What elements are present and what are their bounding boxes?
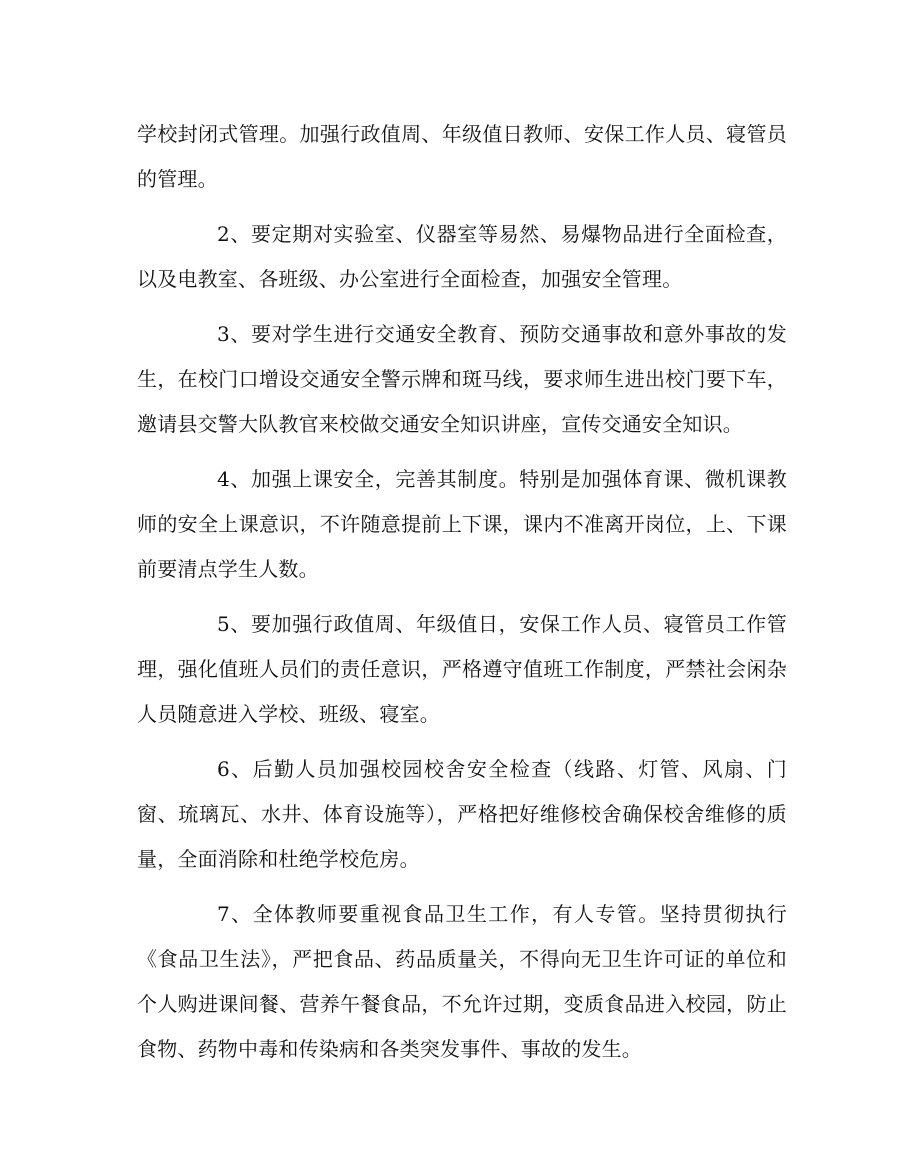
paragraph-item-3: 3、要对学生进行交通安全教育、预防交通事故和意外事故的发生，在校门口增设交通安全警示牌和斑马线，要求师生进出校门要下车，邀请县交警大队教官来校做交通安全知识讲座，宣传交通安全知识。 (137, 322, 787, 436)
paragraph-item-7: 7、全体教师要重视食品卫生工作，有人专管。坚持贯彻执行《食品卫生法》，严把食品、药品质量关，不得向无卫生许可证的单位和个人购进课间餐、营养午餐食品，不允许过期，变质食品进入校园，防止食物、药物中毒和传染病和各类突发事件、事故的发生。 (137, 902, 787, 1061)
paragraph-item-2: 2、要定期对实验室、仪器室等易然、易爆物品进行全面检查，以及电教室、各班级、办公室进行全面检查，加强安全管理。 (137, 222, 787, 291)
paragraph-continuation: 学校封闭式管理。加强行政值周、年级值日教师、安保工作人员、寝管员的管理。 (137, 122, 787, 191)
paragraph-item-5: 5、要加强行政值周、年级值日，安保工作人员、寝管员工作管理，强化值班人员们的责任意识，严格遵守值班工作制度，严禁社会闲杂人员随意进入学校、班级、寝室。 (137, 612, 787, 726)
paragraph-item-4: 4、加强上课安全，完善其制度。特别是加强体育课、微机课教师的安全上课意识，不许随意提前上下课，课内不准离开岗位，上、下课前要清点学生人数。 (137, 467, 787, 581)
document-body (137, 112, 787, 1072)
paragraph-item-6: 6、后勤人员加强校园校舍安全检查（线路、灯管、风扇、门窗、琉璃瓦、水井、体育设施等），严格把好维修校舍确保校舍维修的质量，全面消除和杜绝学校危房。 (137, 757, 787, 871)
